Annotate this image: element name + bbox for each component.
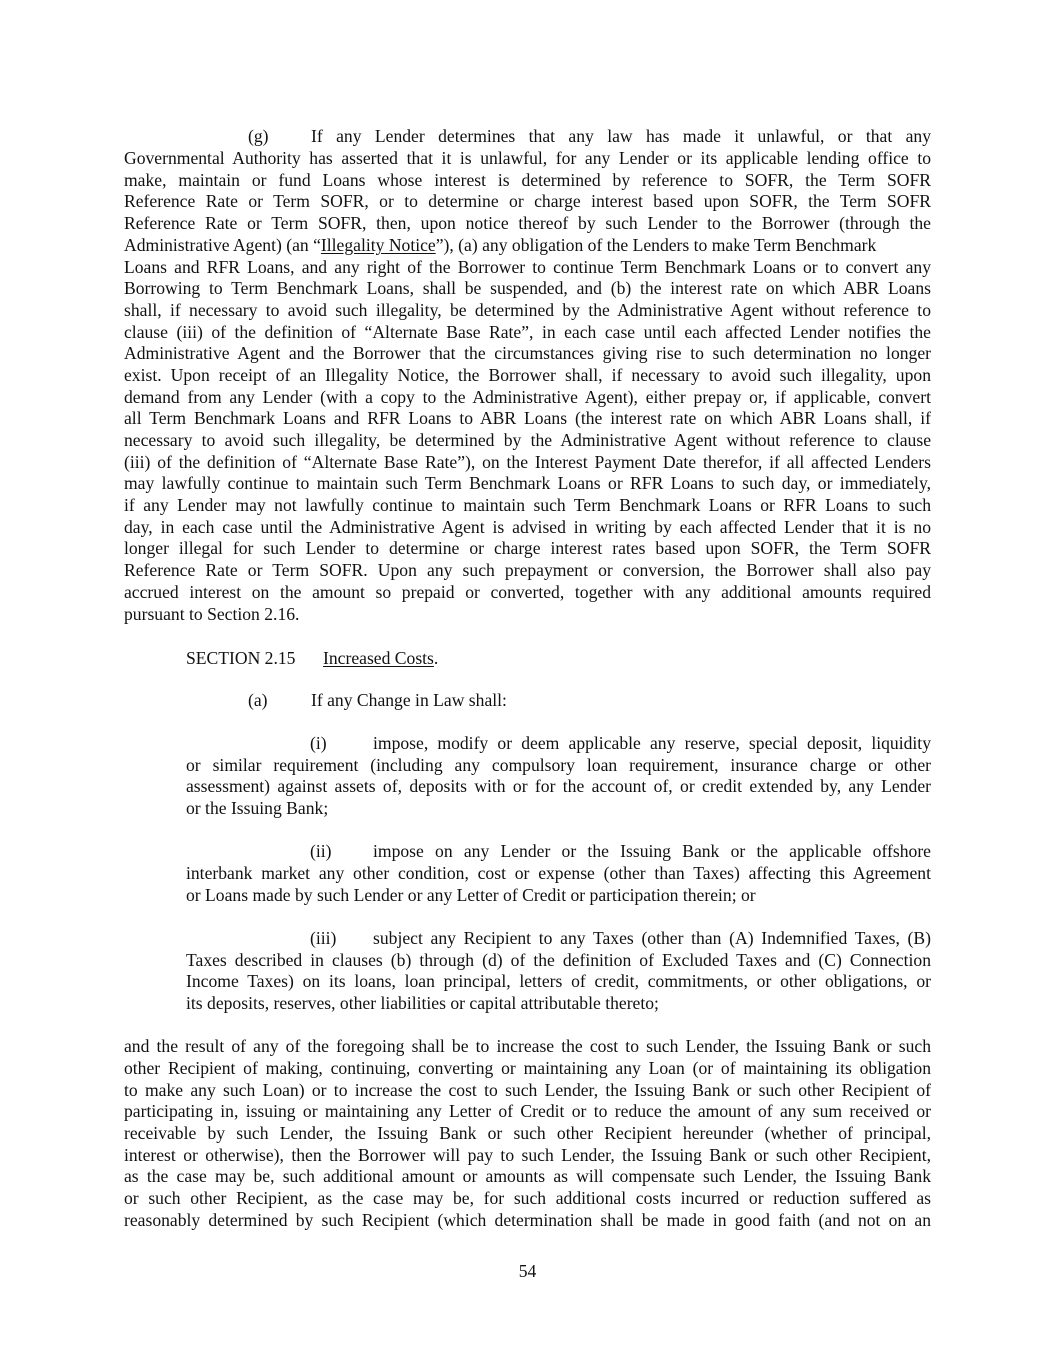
paragraph-line: may lawfully continue to maintain such Term Benchmark Loans or RFR Loans to such day, or immediately, (124, 473, 931, 493)
subclause-line: Taxes described in clauses (b) through (d) of the definition of Excluded Taxes and (C) Connection (186, 950, 931, 970)
subclause-iii-marker: (iii) (310, 928, 337, 948)
paragraph-line: Administrative Agent and the Borrower that the circumstances giving rise to such determination no longer (124, 343, 931, 363)
paragraph-line: interest or otherwise), then the Borrower will pay to such Lender, the Issuing Bank or such other Recipient, (124, 1145, 931, 1165)
paragraph-line: receivable by such Lender, the Issuing Bank or such other Recipient hereunder (whether of principal, (124, 1123, 931, 1143)
clause-a-text: If any Change in Law shall: (311, 690, 507, 710)
section-title-period: . (433, 648, 439, 668)
paragraph-line: and the result of any of the foregoing shall be to increase the cost to such Lender, the Issuing Bank or such (124, 1036, 931, 1056)
paragraph-g-first-line: If any Lender determines that any law has made it unlawful, or that any (311, 126, 931, 146)
subclause-line: Income Taxes) on its loans, loan principal, letters of credit, commitments, or other obligations, or (186, 971, 931, 991)
paragraph-line: Reference Rate or Term SOFR. Upon any such prepayment or conversion, the Borrower shall also pay (124, 560, 931, 580)
paragraph-line: longer illegal for such Lender to determine or charge interest rates based upon SOFR, the Term SOFR (124, 538, 931, 558)
paragraph-g-marker: (g) (248, 126, 269, 146)
subclause-iii-first-line: subject any Recipient to any Taxes (other than (A) Indemnified Taxes, (B) (373, 928, 931, 948)
section-title-wrap (323, 648, 438, 670)
paragraph-line: participating in, issuing or maintaining any Letter of Credit or to reduce the amount of any sum received or (124, 1101, 931, 1121)
section-number: SECTION 2.15 (186, 648, 296, 668)
defined-term-illegality-notice: Illegality Notice (320, 235, 436, 255)
subclause-ii-marker: (ii) (310, 841, 332, 861)
paragraph-line: if any Lender may not lawfully continue to maintain such Term Benchmark Loans or RFR Loans to such (124, 495, 931, 515)
clause-a-marker: (a) (248, 690, 268, 710)
paragraph-line: make, maintain or fund Loans whose interest is determined by reference to SOFR, the Term SOFR (124, 170, 931, 190)
paragraph-line: reasonably determined by such Recipient (which determination shall be made in good faith (and not on an (124, 1210, 931, 1230)
paragraph-line: accrued interest on the amount so prepaid or converted, together with any additional amounts required (124, 582, 931, 602)
subclause-ii-first-line: impose on any Lender or the Issuing Bank or the applicable offshore (373, 841, 931, 861)
paragraph-line: as the case may be, such additional amount or amounts as will compensate such Lender, the Issuing Bank (124, 1166, 931, 1186)
paragraph-line: to make any such Loan) or to increase the cost to such Lender, the Issuing Bank or such other Recipient of (124, 1080, 931, 1100)
subclause-i-marker: (i) (310, 733, 327, 753)
subclause-last-line: its deposits, reserves, other liabilities or capital attributable thereto; (186, 993, 659, 1013)
paragraph-line: or such other Recipient, as the case may be, for such additional costs incurred or reduction suffered as (124, 1188, 931, 1208)
paragraph-last-line: pursuant to Section 2.16. (124, 604, 300, 624)
paragraph-line: demand from any Lender (with a copy to the Administrative Agent), either prepay or, if applicable, convert (124, 387, 931, 407)
subclause-line: interbank market any other condition, cost or expense (other than Taxes) affecting this Agreement (186, 863, 931, 883)
paragraph-line: all Term Benchmark Loans and RFR Loans to ABR Loans (the interest rate on which ABR Loans shall, if (124, 408, 931, 428)
text-prefix: Administrative Agent) (an “ (124, 235, 321, 255)
paragraph-line: Reference Rate or Term SOFR, or to determine or charge interest based upon SOFR, the Term SOFR (124, 191, 931, 211)
subclause-line: or similar requirement (including any compulsory loan requirement, insurance charge or other (186, 755, 931, 775)
paragraph-line-illegality-notice (124, 235, 931, 257)
paragraph-line: Loans and RFR Loans, and any right of the Borrower to continue Term Benchmark Loans or to convert any (124, 257, 931, 277)
text-suffix: ”), (a) any obligation of the Lenders to make Term Benchmark (435, 235, 877, 255)
paragraph-line: Borrowing to Term Benchmark Loans, shall be suspended, and (b) the interest rate on which ABR Loans (124, 278, 931, 298)
paragraph-line: clause (iii) of the definition of “Alternate Base Rate”, in each case until each affected Lender notifies the (124, 322, 931, 342)
section-title: Increased Costs (323, 648, 434, 668)
paragraph-line: shall, if necessary to avoid such illegality, be determined by the Administrative Agent without reference to (124, 300, 931, 320)
paragraph-line: exist. Upon receipt of an Illegality Notice, the Borrower shall, if necessary to avoid such illegality, upon (124, 365, 931, 385)
subclause-last-line: or Loans made by such Lender or any Letter of Credit or participation therein; or (186, 885, 756, 905)
paragraph-line: day, in each case until the Administrative Agent is advised in writing by each affected Lender that it is no (124, 517, 931, 537)
paragraph-line: necessary to avoid such illegality, be determined by the Administrative Agent without reference to clause (124, 430, 931, 450)
paragraph-line: (iii) of the definition of “Alternate Base Rate”), on the Interest Payment Date therefor, if all affected Lenders (124, 452, 931, 472)
page-number: 54 (518, 1261, 537, 1281)
paragraph-line: other Recipient of making, continuing, converting or maintaining any Loan (or of maintaining its obligation (124, 1058, 931, 1078)
paragraph-line: Reference Rate or Term SOFR, then, upon notice thereof by such Lender to the Borrower (through the (124, 213, 931, 233)
paragraph-line: Governmental Authority has asserted that it is unlawful, for any Lender or its applicable lending office to (124, 148, 931, 168)
subclause-i-first-line: impose, modify or deem applicable any reserve, special deposit, liquidity (373, 733, 931, 753)
subclause-last-line: or the Issuing Bank; (186, 798, 329, 818)
subclause-line: assessment) against assets of, deposits with or for the account of, or credit extended by, any Lender (186, 776, 931, 796)
